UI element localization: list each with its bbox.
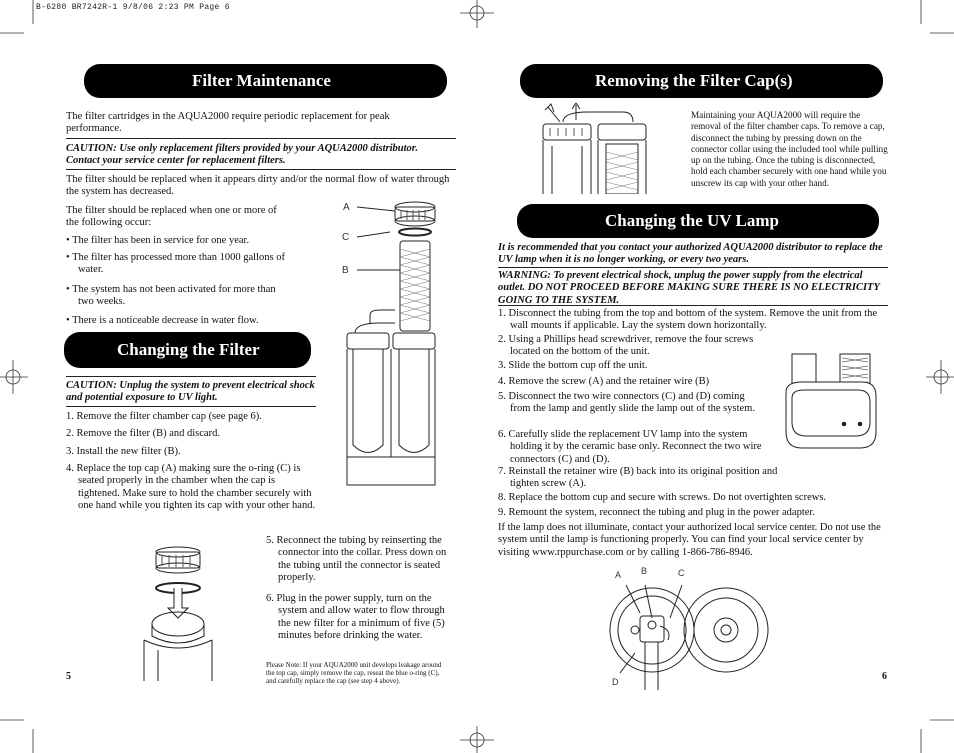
- label-a: A: [615, 570, 622, 580]
- rule: [66, 406, 316, 407]
- dirty-text: The filter should be replaced when it appears dirty and/or the normal flow of water through the system has decreased.: [66, 174, 450, 198]
- uv-step: 7. Reinstall the retainer wire (B) back into its original position and tighten screw (A).: [498, 466, 778, 490]
- uv-step: 2. Using a Phillips head screwdriver, remove the four screws located on the bottom of the unit.: [498, 334, 754, 358]
- uv-step: 3. Slide the bottom cup off the unit.: [498, 360, 648, 371]
- label-b: B: [641, 566, 648, 576]
- label-d: D: [612, 677, 619, 687]
- uv-bottom-diagram: [600, 578, 780, 690]
- when-intro: The filter should be replaced when one or more of the following occur:: [66, 205, 277, 229]
- filter-step: 1. Remove the filter chamber cap (see page 6).: [66, 411, 262, 422]
- label-c: C: [342, 232, 350, 243]
- bullet-item: • There is a noticeable decrease in water flow.: [66, 315, 259, 326]
- uv-step: 5. Disconnect the two wire connectors (C) and (D) coming from the lamp and gently slide the lamp out of the system.: [498, 391, 755, 415]
- filter-exploded-illustration: [335, 195, 460, 490]
- changing-filter-banner: [64, 332, 311, 368]
- removing-caps-title: Removing the Filter Cap(s): [595, 71, 793, 90]
- changing-filter-title: Changing the Filter: [117, 340, 260, 359]
- removing-caps-banner: [520, 64, 883, 98]
- uv-unit-illustration: [782, 352, 882, 454]
- leak-note: Please Note: If your AQUA2000 unit develops leakage around the top cap, simply remove the cap, reseat the blue o-ring (C), and carefully replace the cap (see step 4 above).: [266, 661, 442, 686]
- filter-step: 3. Install the new filter (B).: [66, 446, 181, 457]
- page-number-right: 6: [882, 671, 887, 682]
- bullet-item: • The filter has been in service for one year.: [66, 235, 250, 246]
- filter-maintenance-banner: [84, 64, 447, 98]
- label-b: B: [342, 265, 349, 276]
- rule: [66, 376, 316, 377]
- rule: [66, 138, 456, 139]
- label-c: C: [678, 568, 685, 578]
- page-number-left: 5: [66, 671, 71, 682]
- rule: [498, 267, 888, 268]
- filter-step: 6. Plug in the power supply, turn on the system and allow water to flow through the new filter for a minimum of five (5) minutes before drinking the water.: [266, 593, 445, 642]
- rule: [498, 305, 888, 306]
- uv-step: 9. Remount the system, reconnect the tubing and plug in the power adapter.: [498, 507, 815, 518]
- intro-text: The filter cartridges in the AQUA2000 require periodic replacement for peak performance.: [66, 111, 390, 135]
- filter-maintenance-title: Filter Maintenance: [192, 71, 331, 90]
- cap-install-illustration: [140, 546, 250, 681]
- bullet-item: • The filter has processed more than 1000 gallons of water.: [66, 252, 285, 276]
- filter-step: 4. Replace the top cap (A) making sure the o-ring (C) is seated properly in the chamber when the cap is tightened. Make sure to hold the chamber securely with one hand while you tighten its cap with your other hand.: [66, 463, 316, 512]
- label-a: A: [343, 202, 350, 213]
- cap-removal-illustration: [538, 102, 650, 194]
- caution-replacement: CAUTION: Use only replacement filters provided by your AQUA2000 distributor. Contact your service center for replacement filters.: [66, 143, 418, 167]
- rule: [66, 169, 456, 170]
- uv-step: 4. Remove the screw (A) and the retainer wire (B): [498, 376, 710, 387]
- filter-step: 5. Reconnect the tubing by reinserting the connector into the collar. Press down on the tubing until the connector is seated properly.: [266, 535, 447, 584]
- uv-step: 8. Replace the bottom cup and secure with screws. Do not overtighten screws.: [498, 492, 827, 503]
- uv-step: 1. Disconnect the tubing from the top and bottom of the system. Remove the unit from the wall mounts if applicable. Lay the system down horizontally.: [498, 308, 878, 332]
- caution-unplug: CAUTION: Unplug the system to prevent electrical shock and potential exposure to UV light.: [66, 380, 315, 404]
- uv-lamp-banner: [517, 204, 879, 238]
- filter-step: 2. Remove the filter (B) and discard.: [66, 428, 220, 439]
- bullet-item: • The system has not been activated for more than two weeks.: [66, 284, 276, 308]
- uv-warning: WARNING: To prevent electrical shock, unplug the power supply from the electrical outlet. DO NOT PROCEED BEFORE MAKING SURE THERE IS NO ELECTRICITY GOING TO THE SYSTEM.: [498, 270, 880, 306]
- uv-step: 6. Carefully slide the replacement UV lamp into the system holding it by the ceramic base only. Reconnect the two wire connectors (C) and (D).: [498, 429, 762, 465]
- caps-text: Maintaining your AQUA2000 will require the removal of the filter chamber caps. To remove a cap, disconnect the tubing by pressing down on the connector collar using the included tool while pulling up on the tubing. Once the tubing is disconnected, hold each chamber securely with one hand while you unscrew its cap with your other hand.: [691, 110, 888, 188]
- uv-lamp-title: Changing the UV Lamp: [605, 211, 779, 230]
- print-header: B-6280 BR7242R-1 9/8/06 2:23 PM Page 6: [36, 3, 230, 12]
- closing-text: If the lamp does not illuminate, contact your authorized local service center. Do not use the system until the lamp is functioning properly. You can find your local service center by visiting www.rppurchase.com or by calling 1-866-786-8946.: [498, 522, 881, 558]
- uv-recommendation: It is recommended that you contact your authorized AQUA2000 distributor to replace the UV lamp when it is no longer working, or every two years.: [498, 242, 883, 266]
